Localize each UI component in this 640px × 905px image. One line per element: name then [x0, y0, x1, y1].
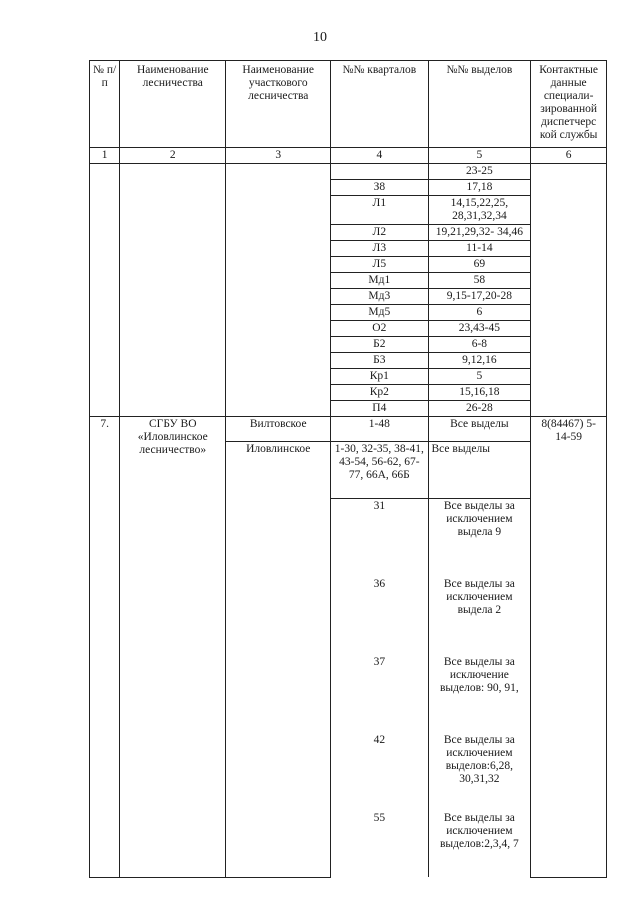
quarter-cell: З8 [331, 180, 428, 196]
plots-cell: 23,43-45 [428, 321, 531, 337]
district-name: Иловлинское [226, 442, 331, 878]
quarter-cell: О2 [331, 321, 428, 337]
header-plots: №№ выделов [428, 61, 531, 148]
header-quarters: №№ кварталов [331, 61, 428, 148]
quarter-cell: Л5 [331, 257, 428, 273]
plots-cell: 19,21,29,32- 34,46 [428, 225, 531, 241]
plots-cell: Все выделы [428, 417, 531, 442]
page-number: 10 [313, 30, 327, 45]
header-row [90, 61, 607, 148]
quarter-cell: Кр1 [331, 369, 428, 385]
col-number: 2 [120, 148, 226, 164]
plots-cell: 5 [428, 369, 531, 385]
quarter-cell: 42 [331, 733, 428, 811]
plots-cell: 14,15,22,25, 28,31,32,34 [428, 196, 531, 225]
blank-forestry [120, 164, 226, 417]
contact-cell: 8(84467) 5-14-59 [531, 417, 607, 878]
plots-cell: 26-28 [428, 401, 531, 417]
forestry-table [89, 60, 607, 878]
quarter-cell: П4 [331, 401, 428, 417]
plots-cell: 69 [428, 257, 531, 273]
blank-contact [531, 164, 607, 417]
quarter-cell: 31 [331, 499, 428, 578]
plots-cell: 9,12,16 [428, 353, 531, 369]
quarter-cell: Мд5 [331, 305, 428, 321]
col-number: 6 [531, 148, 607, 164]
quarter-cell: 1-30, 32-35, 38-41, 43-54, 56-62, 67-77, 66А, 66Б [331, 442, 428, 499]
plots-cell: Все выделы за исключение выделов: 90, 91, [428, 655, 531, 733]
continued-row [90, 164, 607, 180]
quarter-cell: 55 [331, 811, 428, 877]
plots-cell: 58 [428, 273, 531, 289]
quarter-cell: Л3 [331, 241, 428, 257]
col-number: 1 [90, 148, 120, 164]
quarter-cell: 1-48 [331, 417, 428, 442]
plots-cell: 17,18 [428, 180, 531, 196]
plots-cell: 15,16,18 [428, 385, 531, 401]
quarter-cell: Л2 [331, 225, 428, 241]
col-number: 5 [428, 148, 531, 164]
col-number: 4 [331, 148, 428, 164]
plots-cell: 6 [428, 305, 531, 321]
forestry-name: СГБУ ВО «Иловлинское лесничество» [120, 417, 226, 878]
col-number: 3 [226, 148, 331, 164]
quarter-cell: Кр2 [331, 385, 428, 401]
quarter-cell: 36 [331, 577, 428, 655]
entry-number: 7. [90, 417, 120, 878]
header-forestry: Наименование лесничества [120, 61, 226, 148]
quarter-cell: 37 [331, 655, 428, 733]
plots-cell: Все выделы за исключением выделов:2,3,4, 7 [428, 811, 531, 877]
plots-cell: Все выделы [428, 442, 531, 499]
header-contacts: Контактные данные специали-зированной диспетчерс кой службы [531, 61, 607, 148]
plots-cell: 11-14 [428, 241, 531, 257]
plots-cell: 23-25 [428, 164, 531, 180]
district-name: Вилтовское [226, 417, 331, 442]
quarter-cell: Мд1 [331, 273, 428, 289]
quarter-cell: Л1 [331, 196, 428, 225]
quarter-cell: Б3 [331, 353, 428, 369]
quarter-cell: Мд3 [331, 289, 428, 305]
plots-cell: Все выделы за исключением выдела 2 [428, 577, 531, 655]
blank-district [226, 164, 331, 417]
header-num: № п/п [90, 61, 120, 148]
quarter-cell [331, 164, 428, 180]
column-number-row [90, 148, 607, 164]
blank-num [90, 164, 120, 417]
plots-cell: 6-8 [428, 337, 531, 353]
header-district: Наименование участкового лесничества [226, 61, 331, 148]
entry-row-viltov [90, 417, 607, 442]
quarter-cell: Б2 [331, 337, 428, 353]
plots-cell: 9,15-17,20-28 [428, 289, 531, 305]
plots-cell: Все выделы за исключением выдела 9 [428, 499, 531, 578]
plots-cell: Все выделы за исключением выделов:6,28, 30,31,32 [428, 733, 531, 811]
